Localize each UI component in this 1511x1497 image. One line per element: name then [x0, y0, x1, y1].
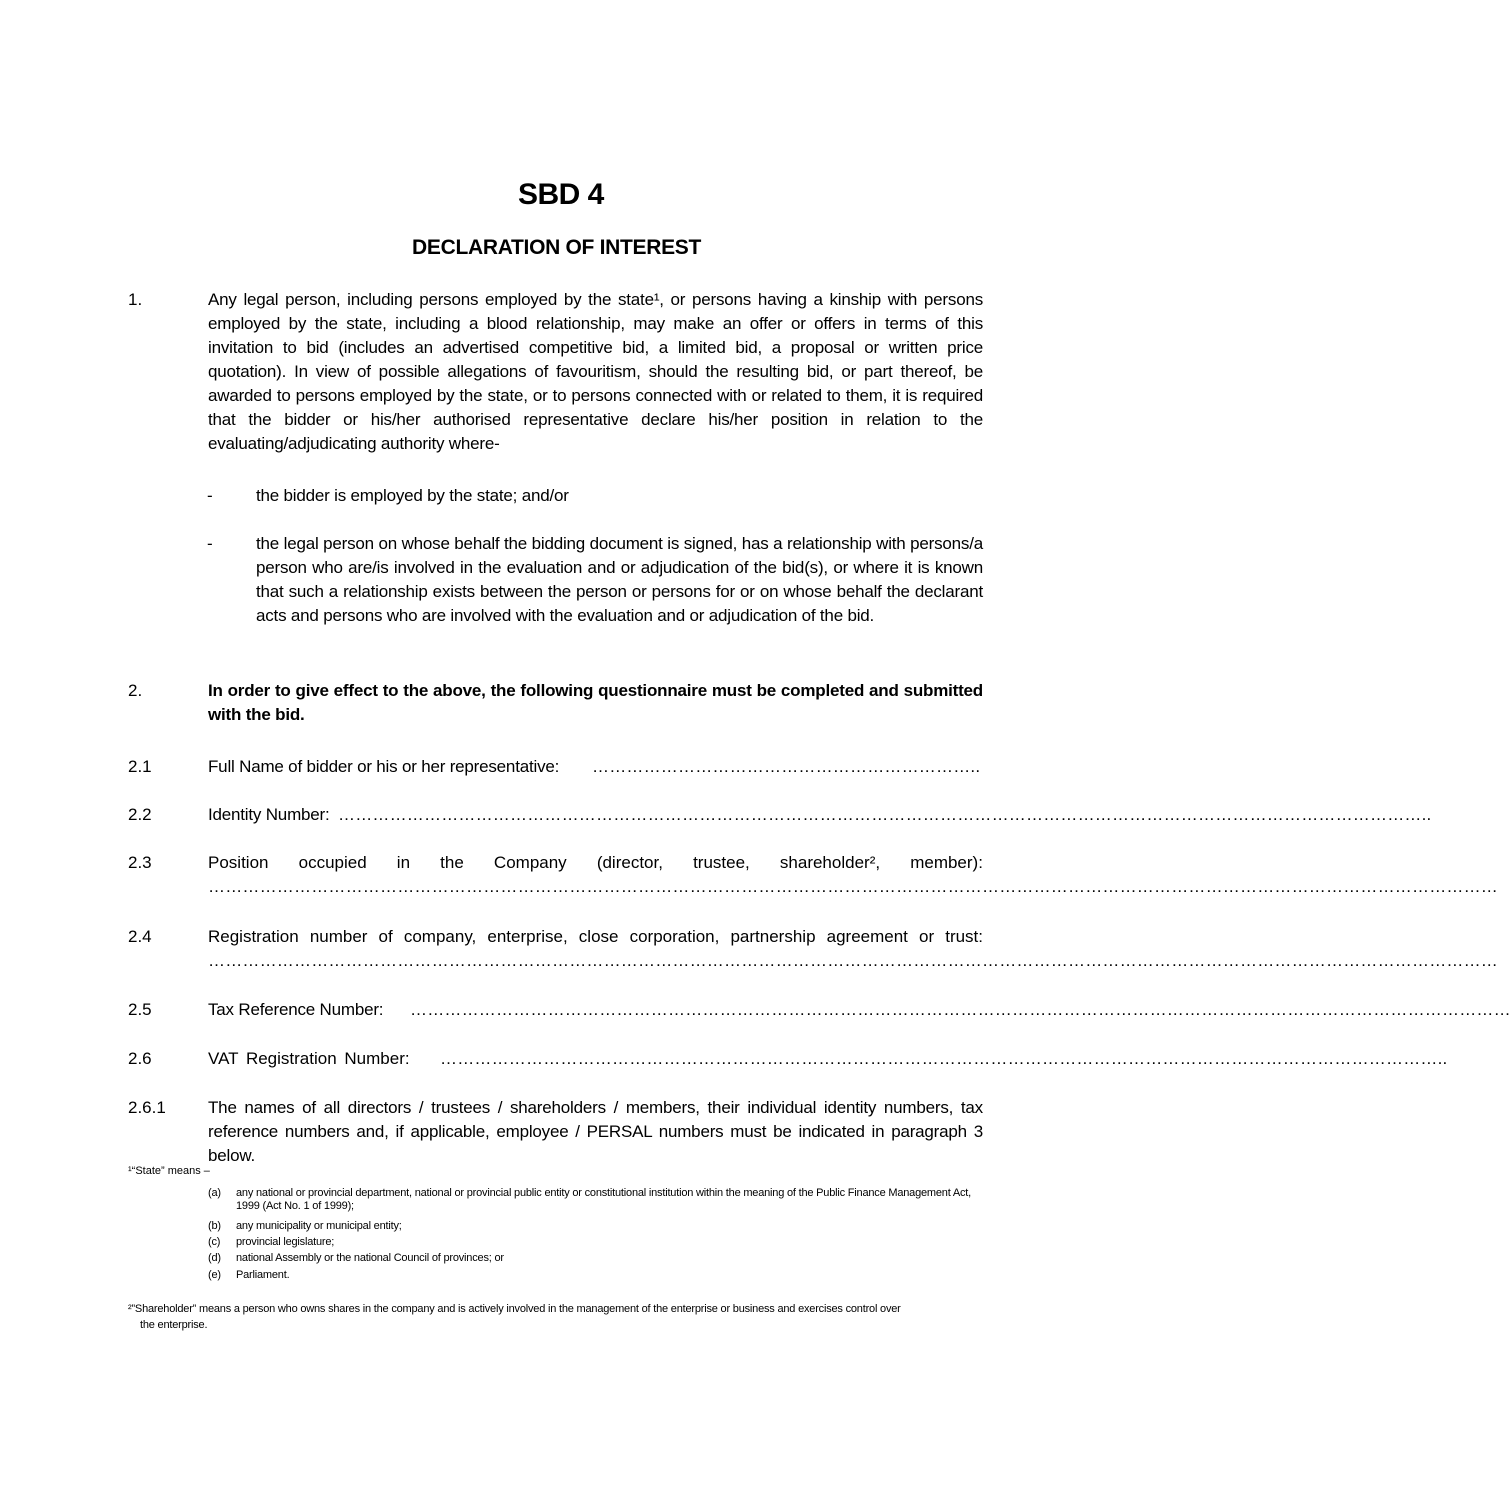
section-1-text: Any legal person, including persons employed by the state¹, or persons having a kinship with persons employed by the state, including a blood relationship, may make an offer or offers in terms of this invitation to bid (includes an advertised competitive bid, a limited bid, a proposal or written price quotation). In view of possible allegations of favouritism, should the resulting bid, or part thereof, be awarded to persons employed by the state, or to persons connected with or related to them, it is required that the bidder or his/her authorised representative declare his/her position in relation to the evaluating/adjudicating authority where-	[208, 290, 983, 453]
bullet-marker: -	[207, 534, 213, 553]
item-number: 2.6	[128, 1049, 152, 1068]
footnote-marker: (e)	[208, 1269, 221, 1281]
position-field[interactable]: ………………………………………………………………………………………………………………………………………………………………………………………………………	[208, 877, 1498, 896]
footnote-marker: (d)	[208, 1252, 221, 1264]
item-number: 2.5	[128, 1000, 152, 1019]
registration-number-field[interactable]: ………………………………………………………………………………………………………………………………………………………………………………………………………	[208, 951, 1498, 970]
registration-number-label	[208, 927, 983, 947]
label-word: trustee,	[693, 853, 750, 872]
footnote-2: ²”Shareholder” means a person who owns shares in the company and is actively involved in the management of the enterprise or business and exercises control over	[128, 1303, 901, 1315]
label-word: Company	[493, 853, 567, 872]
full-name-label: Full Name of bidder or his or her representative:	[208, 757, 560, 776]
bullet-text: the legal person on whose behalf the bidding document is signed, has a relationship with persons/a person who are/is involved in the evaluation and or adjudication of the bid(s), or where it is known that such a relationship exists between the person or persons for or on whose behalf the declarant acts and persons who are involved with the evaluation and or adjudication of the bid.	[256, 534, 983, 625]
footnote-item: any municipality or municipal entity;	[236, 1220, 402, 1232]
page-title: DECLARATION OF INTEREST	[412, 236, 702, 259]
footnote-item: provincial legislature;	[236, 1236, 335, 1248]
identity-number-label: Identity Number:	[208, 805, 330, 824]
section-number: 2.	[128, 681, 143, 700]
bullet-text: the bidder is employed by the state; and/or	[256, 486, 569, 505]
item-number: 2.2	[128, 805, 152, 824]
footnote-item: any national or provincial department, national or provincial public entity or constitutional institution within the meaning of the Public Finance Management Act, 1999 (Act No. 1 of 1999);	[236, 1187, 971, 1212]
tax-reference-field[interactable]: …………………………………………………………………………………………………………………………………………………………………………	[410, 1000, 1511, 1019]
registration-label-text: Registration number of company, enterprise, close corporation, partnership agreement or trust:	[208, 927, 983, 946]
footnote-marker: (b)	[208, 1220, 221, 1232]
label-word: shareholder²,	[779, 853, 881, 872]
item-number: 2.6.1	[128, 1098, 166, 1117]
tax-reference-label: Tax Reference Number:	[208, 1000, 384, 1019]
item-number: 2.1	[128, 757, 152, 776]
label-word: (director,	[596, 853, 663, 872]
item-number: 2.3	[128, 853, 152, 872]
vat-registration-label: VAT Registration Number:	[208, 1049, 410, 1068]
footnote-2-continuation: the enterprise.	[140, 1319, 208, 1331]
directors-note: The names of all directors / trustees / shareholders / members, their individual identity numbers, tax reference numbers and, if applicable, employee / PERSAL numbers must be indicated in paragraph 3 below.	[208, 1098, 983, 1165]
footnote-marker: (c)	[208, 1236, 221, 1248]
position-label	[208, 853, 983, 873]
vat-registration-field[interactable]: …………………………………………………………………………………………………………………………………………………………..	[440, 1049, 1448, 1068]
form-code: SBD 4	[518, 178, 604, 211]
bullet-marker: -	[207, 486, 213, 505]
item-number: 2.4	[128, 927, 152, 946]
footnote-item: national Assembly or the national Council of provinces; or	[236, 1252, 504, 1264]
full-name-field[interactable]: …………………………………………………………..	[592, 757, 981, 776]
footnote-marker: (a)	[208, 1187, 221, 1199]
label-word: the	[440, 853, 464, 872]
footnote-1-label: ¹“State” means –	[128, 1165, 210, 1177]
label-word: occupied	[298, 853, 367, 872]
label-word: member):	[910, 853, 983, 872]
label-word: Position	[208, 853, 269, 872]
footnote-item: Parliament.	[236, 1269, 290, 1281]
identity-number-field[interactable]: ………………………………………………………………………………………………………………………………………………………………………..	[338, 805, 1432, 824]
section-number: 1.	[128, 290, 143, 309]
section-2-text: In order to give effect to the above, the following questionnaire must be completed and submitted with the bid.	[208, 681, 983, 724]
label-word: in	[396, 853, 411, 872]
